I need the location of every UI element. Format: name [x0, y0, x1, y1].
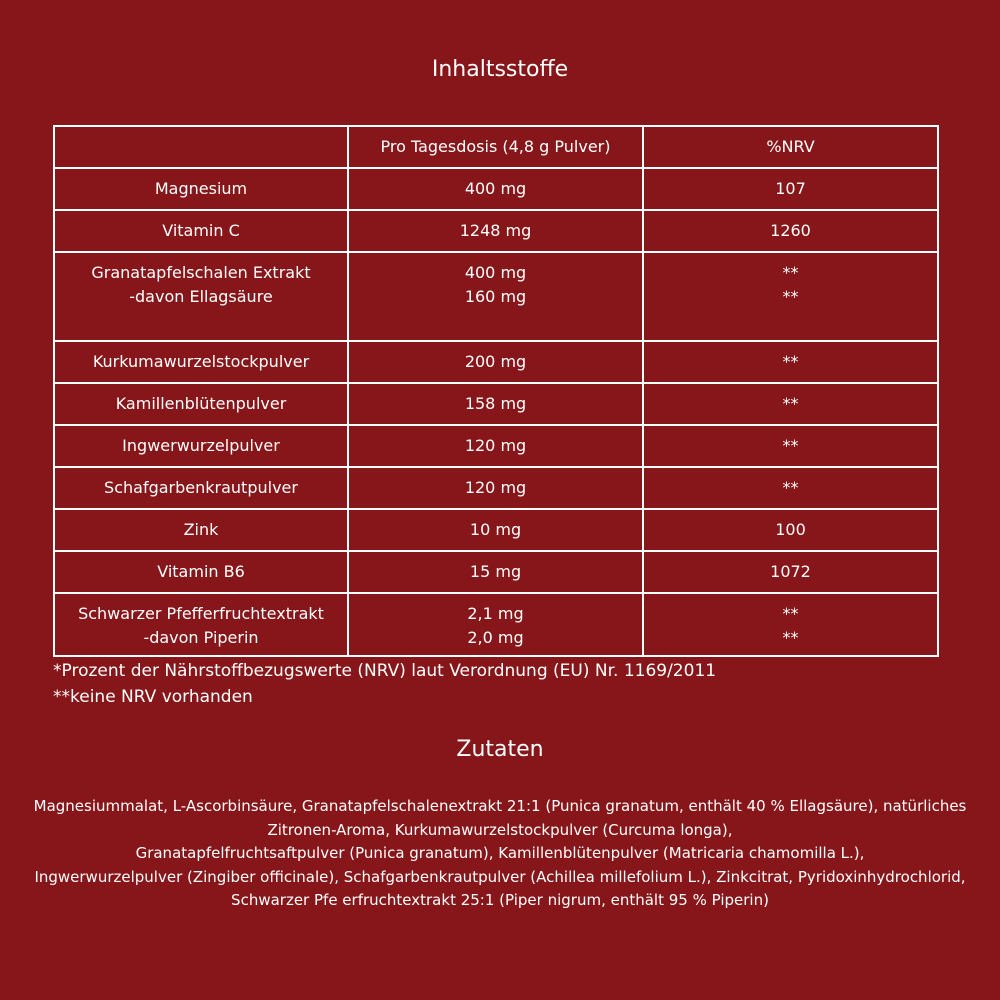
table-row — [54, 168, 938, 210]
cell-nutrient-line: -davon Piperin — [143, 628, 259, 647]
ingredients-line: Schwarzer Pfe erfruchtextrakt 25:1 (Piper nigrum, enthält 95 % Piperin) — [231, 891, 769, 909]
cell-nutrient — [54, 168, 348, 210]
ingredients-line: Ingwerwurzelpulver (Zingiber officinale), Schafgarbenkrautpulver (Achillea millefolium L.), Zinkcitrat, Pyridoxinhydrochlorid, — [34, 867, 966, 886]
cell-nutrient — [54, 593, 348, 656]
header-cell-dose: Pro Tagesdosis (4,8 g Pulver) — [348, 126, 643, 168]
cell-nrv — [643, 509, 938, 551]
header-cell-nrv: %NRV — [643, 126, 938, 168]
cell-amount-line: 120 mg — [464, 436, 527, 455]
section-title-ingredients-table: Inhaltsstoffe — [431, 57, 569, 82]
table-row — [54, 341, 938, 383]
cell-amount-line: 15 mg — [469, 562, 522, 581]
table-row — [54, 593, 938, 656]
cell-nrv — [643, 210, 938, 252]
cell-nutrient-line: Magnesium — [154, 179, 248, 198]
cell-amount-line: 10 mg — [469, 520, 522, 539]
cell-amount-line: 400 mg — [464, 263, 527, 282]
cell-nrv-line: 1072 — [770, 562, 811, 581]
cell-nutrient — [54, 425, 348, 467]
table-row — [54, 210, 938, 252]
cell-nrv — [643, 252, 938, 341]
cell-nutrient-line: Vitamin B6 — [157, 562, 245, 581]
cell-amount — [348, 425, 643, 467]
cell-nrv-line: ** — [782, 263, 799, 282]
table-row — [54, 383, 938, 425]
cell-nrv-line: 1260 — [770, 221, 811, 240]
cell-amount — [348, 551, 643, 593]
cell-nrv-line: ** — [782, 287, 799, 306]
cell-amount-line: 160 mg — [464, 287, 527, 306]
cell-amount-line: 2,0 mg — [467, 628, 524, 647]
section-title-ingredients: Zutaten — [456, 737, 544, 762]
cell-nrv-line: 100 — [775, 520, 806, 539]
cell-nutrient — [54, 509, 348, 551]
table-row — [54, 551, 938, 593]
cell-amount-line: 200 mg — [464, 352, 527, 371]
cell-nutrient-line: Vitamin C — [162, 221, 240, 240]
table-row — [54, 509, 938, 551]
ingredients-line: Zitronen-Aroma, Kurkumawurzelstockpulver (Curcuma longa), — [267, 820, 733, 839]
cell-nrv — [643, 341, 938, 383]
cell-amount — [348, 341, 643, 383]
cell-nutrient — [54, 467, 348, 509]
nutrition-table-body — [54, 126, 938, 656]
cell-nrv-line: ** — [782, 352, 799, 371]
cell-amount — [348, 168, 643, 210]
cell-nrv-line: ** — [782, 394, 799, 413]
cell-amount — [348, 593, 643, 656]
cell-nrv-line: ** — [782, 628, 799, 647]
table-row — [54, 467, 938, 509]
table-row — [54, 252, 938, 341]
header-cell-empty — [54, 126, 348, 168]
cell-amount-line: 158 mg — [464, 394, 527, 413]
cell-amount — [348, 509, 643, 551]
cell-nutrient-line: -davon Ellagsäure — [129, 287, 273, 306]
cell-nutrient-line: Kurkumawurzelstockpulver — [92, 352, 310, 371]
cell-nrv-line: ** — [782, 436, 799, 455]
footnote-no-nrv: **keine NRV vorhanden — [53, 687, 253, 707]
cell-amount — [348, 210, 643, 252]
cell-amount — [348, 252, 643, 341]
cell-nrv — [643, 593, 938, 656]
cell-amount-line: 400 mg — [464, 179, 527, 198]
cell-nrv-line: 107 — [775, 179, 806, 198]
cell-nutrient — [54, 383, 348, 425]
cell-nutrient-line: Zink — [183, 520, 219, 539]
ingredients-line: Granatapfelfruchtsaftpulver (Punica granatum), Kamillenblütenpulver (Matricaria chamomilla L.), — [135, 844, 865, 862]
ingredients-line: Magnesiummalat, L-Ascorbinsäure, Granatapfelschalenextrakt 21:1 (Punica granatum, enthält 40 % Ellagsäure), natürliches — [33, 797, 967, 815]
footnote-nrv: *Prozent der Nährstoffbezugswerte (NRV) laut Verordnung (EU) Nr. 1169/2011 — [53, 661, 717, 681]
cell-amount-line: 1248 mg — [459, 221, 532, 240]
table-row — [54, 425, 938, 467]
cell-nutrient-line: Granatapfelschalen Extrakt — [91, 263, 311, 282]
cell-amount — [348, 467, 643, 509]
cell-nrv — [643, 467, 938, 509]
cell-amount-line: 120 mg — [464, 478, 527, 497]
cell-nutrient-line: Kamillenblütenpulver — [115, 394, 287, 413]
cell-nrv-line: ** — [782, 604, 799, 623]
cell-nutrient-line: Ingwerwurzelpulver — [122, 436, 280, 455]
cell-nutrient — [54, 341, 348, 383]
cell-nutrient-line: Schafgarbenkrautpulver — [104, 478, 298, 497]
cell-amount-line: 2,1 mg — [467, 604, 524, 623]
ingredients-text — [20, 795, 980, 913]
cell-nutrient — [54, 252, 348, 341]
cell-nrv-line: ** — [782, 478, 799, 497]
cell-amount — [348, 383, 643, 425]
cell-nrv — [643, 168, 938, 210]
footnotes — [53, 658, 953, 710]
cell-nrv — [643, 551, 938, 593]
table-header-row — [54, 126, 938, 168]
cell-nutrient-line: Schwarzer Pfefferfruchtextrakt — [78, 604, 324, 623]
cell-nrv — [643, 383, 938, 425]
cell-nutrient — [54, 210, 348, 252]
cell-nutrient — [54, 551, 348, 593]
cell-nrv — [643, 425, 938, 467]
nutrition-table — [53, 125, 939, 657]
